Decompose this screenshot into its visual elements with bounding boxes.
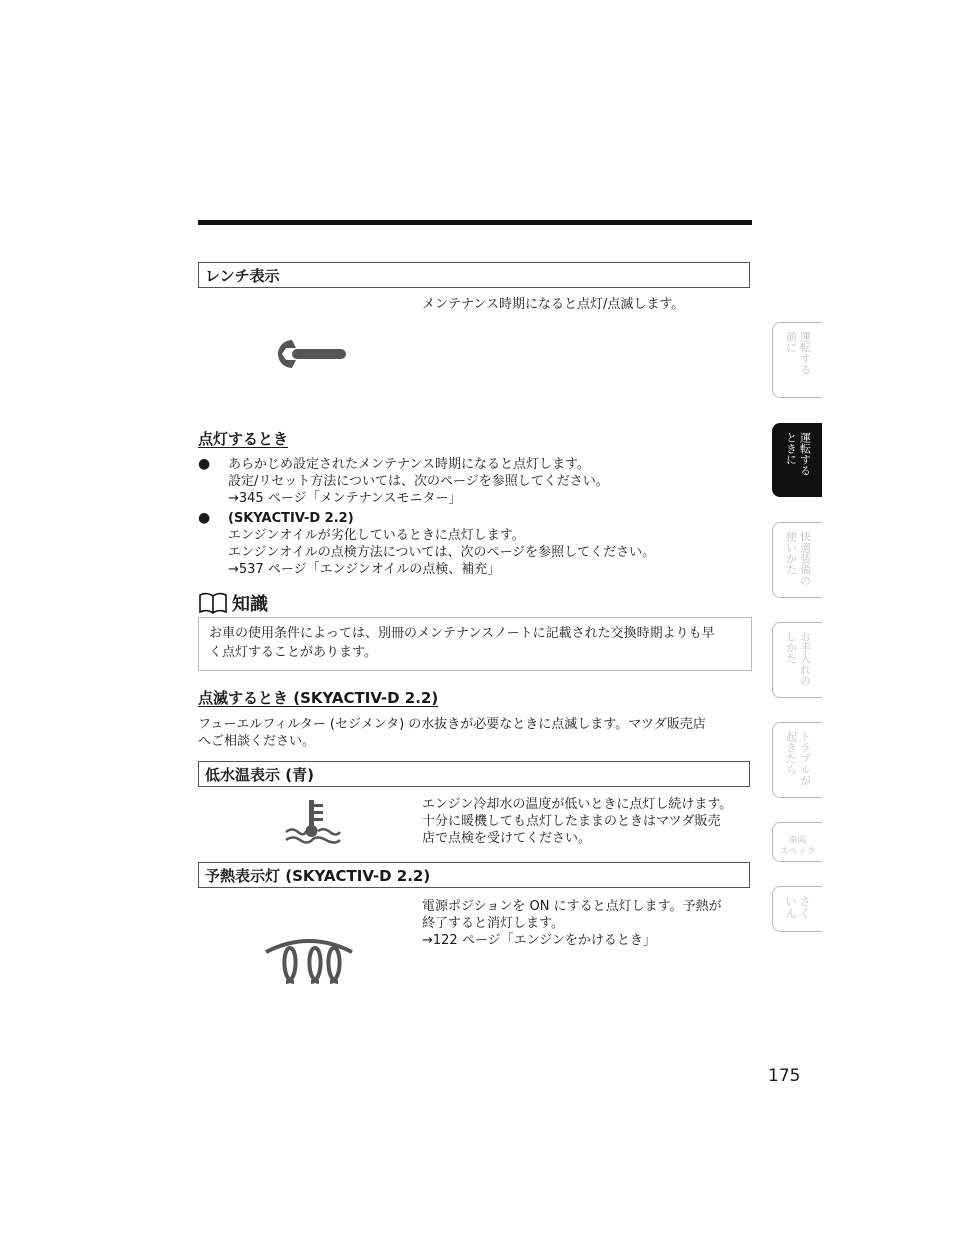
blink-line1: フューエルフィルター (セジメンタ) の水抜きが必要なときに点滅します。マツダ販売店 — [198, 717, 706, 732]
section-header-wrench — [198, 262, 750, 288]
knowledge-line1: お車の使用条件によっては、別冊のメンテナンスノートに記載された交換時期よりも早 — [209, 626, 715, 641]
wrench-icon — [270, 336, 350, 372]
section-title: レンチ表示 — [205, 267, 280, 285]
section-header-low-temp — [198, 761, 750, 787]
section-title: 低水温表示 (青) — [205, 766, 314, 784]
tab-specifications[interactable] — [772, 822, 822, 862]
low-temp-line3: 店で点検を受けてください。 — [422, 831, 592, 846]
tab-text: ときに — [784, 432, 798, 465]
knowledge-note — [198, 617, 752, 671]
tab-text: 快適装備の — [798, 531, 812, 586]
section-header-preheat — [198, 862, 750, 888]
lit-subheading: 点灯するとき — [198, 430, 289, 448]
knowledge-line2: く点灯することがあります。 — [209, 645, 377, 660]
top-rule — [198, 220, 752, 225]
bullet-dot: ● — [198, 456, 211, 472]
glow-plug-icon — [262, 934, 356, 988]
tab-text: しかた — [784, 631, 798, 664]
preheat-line3: →122 ページ「エンジンをかけるとき」 — [422, 933, 656, 948]
tab-text: 車両 — [788, 836, 807, 846]
tab-text: いん — [783, 895, 798, 919]
tab-text: 起きたら — [784, 731, 798, 775]
section-title: 予熱表示灯 (SKYACTIV-D 2.2) — [205, 867, 431, 885]
bullet-dot: ● — [198, 510, 211, 526]
knowledge-label: 知識 — [232, 594, 268, 615]
tab-comfort-features[interactable] — [772, 522, 822, 598]
tab-text: お手入れの — [798, 631, 812, 686]
tab-text: スペック — [779, 847, 816, 857]
tab-text: 前に — [784, 331, 798, 353]
tab-index[interactable] — [772, 886, 822, 932]
tab-text: さく — [797, 895, 812, 919]
preheat-line1: 電源ポジションを ON にすると点灯します。予熱が — [422, 899, 722, 914]
tab-text: 運転する — [798, 331, 812, 375]
blink-line2: へご相談ください。 — [198, 734, 316, 749]
book-icon — [198, 592, 228, 614]
knowledge-heading — [198, 590, 268, 616]
tab-maintenance[interactable] — [772, 622, 822, 698]
lit-bullet2-line2: エンジンオイルが劣化しているときに点灯します。 — [228, 528, 525, 543]
tab-text: トラブルが — [798, 731, 812, 786]
tab-while-driving[interactable] — [772, 423, 822, 497]
tab-before-driving[interactable] — [772, 322, 822, 398]
coolant-temperature-icon — [282, 796, 342, 846]
low-temp-line1: エンジン冷却水の温度が低いときに点灯し続けます。 — [422, 797, 733, 812]
preheat-line2: 終了すると消灯します。 — [422, 916, 564, 931]
lit-bullet2-line1: (SKYACTIV-D 2.2) — [228, 511, 354, 526]
lit-bullet2-line3: エンジンオイルの点検方法については、次のページを参照してください。 — [228, 545, 656, 560]
lit-bullet2-line4: →537 ページ「エンジンオイルの点検、補充」 — [228, 562, 501, 577]
lit-bullet1-line1: あらかじめ設定されたメンテナンス時期になると点灯します。 — [228, 457, 590, 472]
page-number: 175 — [768, 1066, 801, 1086]
lit-bullet1-line2: 設定/リセット方法については、次のページを参照してください。 — [228, 474, 609, 489]
tab-text: 使いかた — [784, 531, 798, 575]
wrench-description: メンテナンス時期になると点灯/点滅します。 — [422, 297, 685, 312]
low-temp-line2: 十分に暖機しても点灯したままのときはマツダ販売 — [422, 814, 721, 829]
tab-troubleshooting[interactable] — [772, 722, 822, 798]
blink-subheading: 点滅するとき (SKYACTIV-D 2.2) — [198, 689, 439, 707]
tab-text: 運転する — [798, 432, 812, 476]
lit-bullet1-line3: →345 ページ「メンテナンスモニター」 — [228, 491, 462, 506]
